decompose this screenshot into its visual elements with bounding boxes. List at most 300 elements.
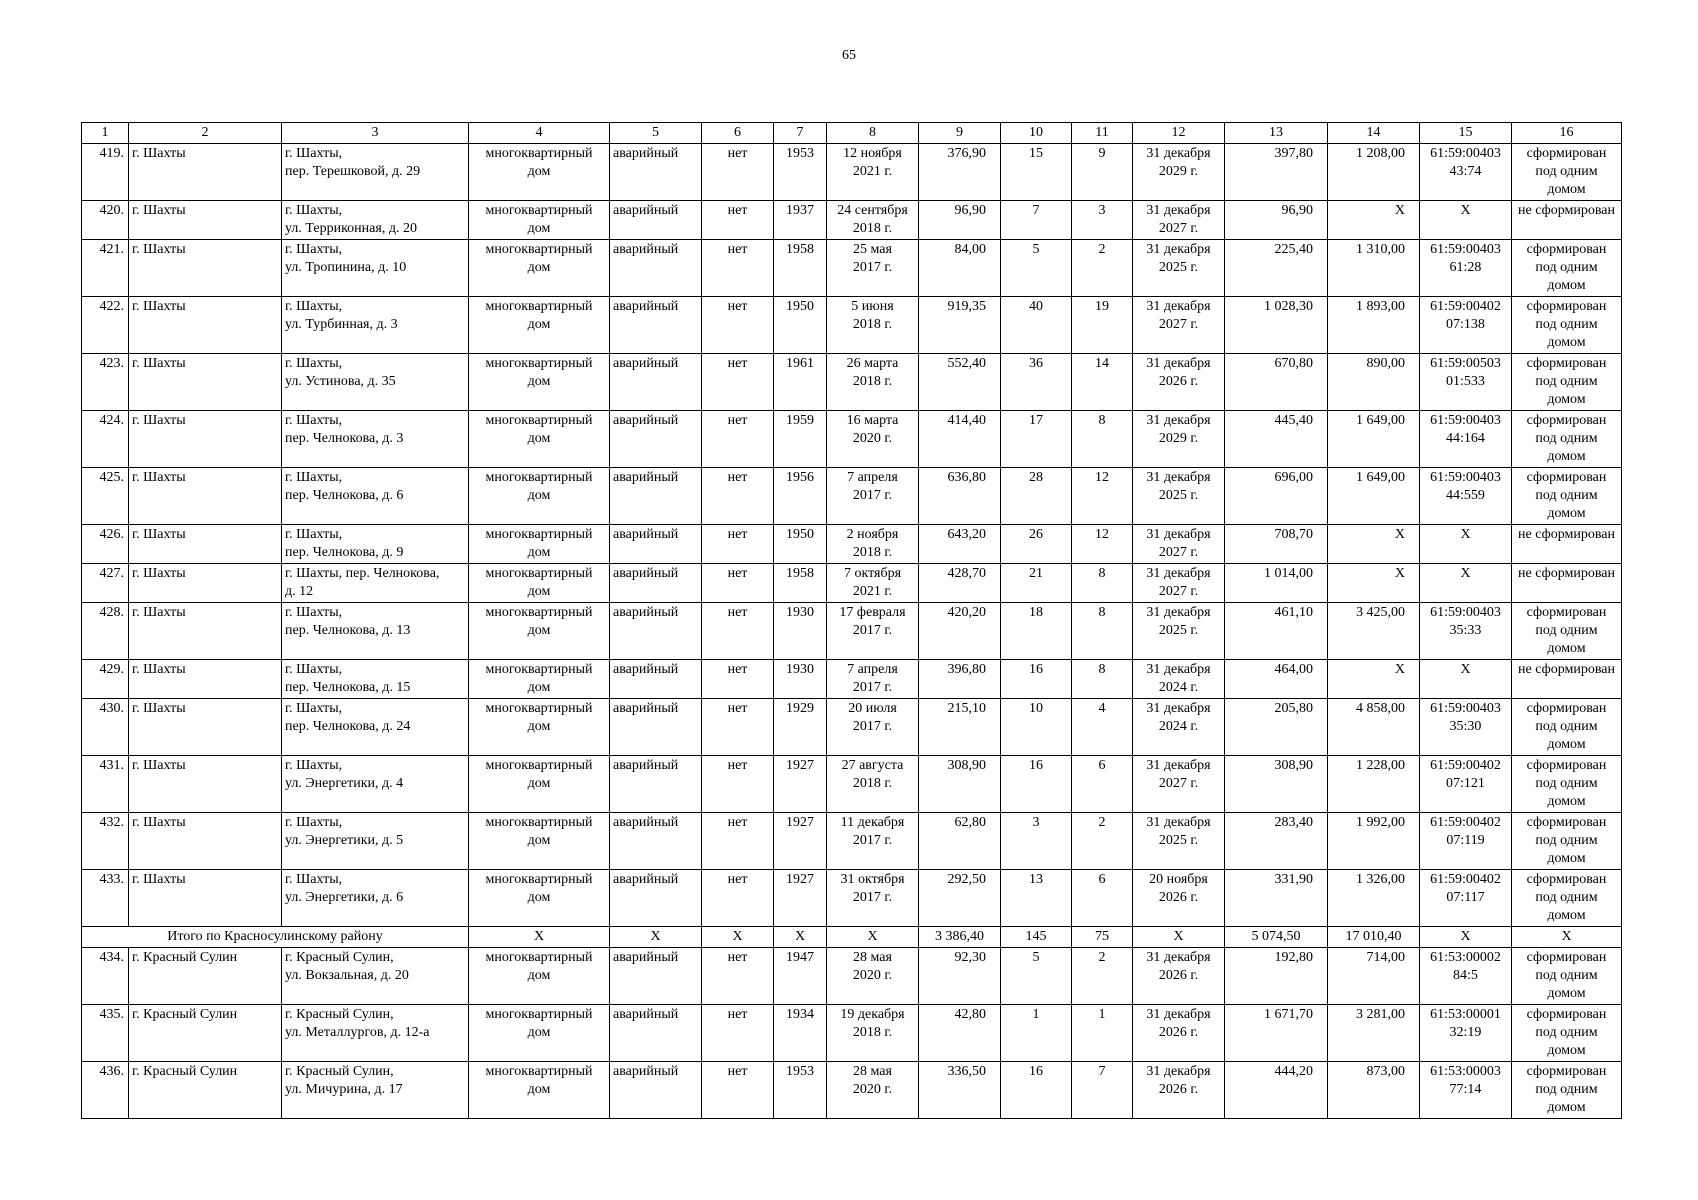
- area-value: 376,90: [947, 146, 986, 161]
- cadastral-number-cell: [1420, 297, 1512, 354]
- district-total-value: Х: [1420, 927, 1512, 948]
- municipality: г. Шахты: [132, 203, 186, 218]
- residents-count: 16: [1029, 1064, 1043, 1079]
- condition-status: аварийный: [613, 872, 679, 887]
- land-plot-status: домом: [1547, 506, 1586, 521]
- recognition-date: 2017 г.: [852, 488, 893, 503]
- recognition-date: 27 августа: [841, 758, 904, 773]
- row-number-cell: [82, 660, 129, 699]
- cadastral-number: 84:5: [1453, 968, 1478, 983]
- residents-count: 7: [1032, 203, 1040, 218]
- land-plot-status: домом: [1547, 335, 1586, 350]
- row-number: 419.: [99, 146, 124, 161]
- address: г. Шахты,: [285, 815, 343, 830]
- resettlement-deadline: 2027 г.: [1158, 317, 1199, 332]
- land-plot-status: домом: [1547, 851, 1586, 866]
- municipality: г. Шахты: [132, 605, 186, 620]
- resettlement-deadline-cell: [1133, 525, 1225, 564]
- resettlement-deadline: 2027 г.: [1158, 221, 1199, 236]
- district-total-value: 5 074,50: [1225, 927, 1328, 948]
- municipality: г. Шахты: [132, 527, 186, 542]
- table-row: [82, 564, 1622, 603]
- building-type: многоквартирный: [485, 413, 593, 428]
- address: ул. Энергетики, д. 6: [285, 890, 404, 905]
- building-type: многоквартирный: [485, 356, 593, 371]
- plot-value: 96,90: [1281, 203, 1313, 218]
- plot-value-cell: [1225, 411, 1328, 468]
- rooms-count: 6: [1098, 872, 1106, 887]
- condition-status-cell: [610, 699, 702, 756]
- building-type: дом: [527, 623, 551, 638]
- cadastral-number-cell: [1420, 525, 1512, 564]
- recognition-date-cell: [827, 201, 919, 240]
- build-year-cell: [774, 144, 827, 201]
- land-value: 1 228,00: [1356, 758, 1405, 773]
- building-type-cell: [469, 870, 610, 927]
- land-plot-status: домом: [1547, 986, 1586, 1001]
- column-number-header: 8: [827, 123, 919, 144]
- resettlement-deadline: 2027 г.: [1158, 776, 1199, 791]
- address-cell: [282, 660, 469, 699]
- resettlement-deadline-cell: [1133, 948, 1225, 1005]
- land-plot-status: домом: [1547, 737, 1586, 752]
- build-year: 1961: [786, 356, 814, 371]
- cadastral-number-cell: [1420, 1062, 1512, 1119]
- land-value: 1 326,00: [1356, 872, 1405, 887]
- column-number-header: 12: [1133, 123, 1225, 144]
- address-cell: [282, 1005, 469, 1062]
- plot-value-cell: [1225, 948, 1328, 1005]
- municipality-cell: [129, 1005, 282, 1062]
- cadastral-number: 35:33: [1449, 623, 1482, 638]
- cadastral-number-cell: [1420, 411, 1512, 468]
- recognition-date-cell: [827, 411, 919, 468]
- land-value: Х: [1394, 566, 1405, 581]
- flag-value: нет: [727, 662, 748, 677]
- resettlement-deadline-cell: [1133, 411, 1225, 468]
- flag-value-cell: [702, 240, 774, 297]
- resettlement-deadline-cell: [1133, 354, 1225, 411]
- land-plot-status: сформирован: [1526, 701, 1607, 716]
- residents-count-cell: [1001, 201, 1072, 240]
- building-type: многоквартирный: [485, 701, 593, 716]
- row-number: 424.: [99, 413, 124, 428]
- address-cell: [282, 699, 469, 756]
- rooms-count-cell: [1072, 660, 1133, 699]
- address-cell: [282, 870, 469, 927]
- building-type: дом: [527, 1025, 551, 1040]
- cadastral-number: 07:138: [1446, 317, 1485, 332]
- recognition-date: 31 октября: [840, 872, 905, 887]
- land-plot-status-cell: [1512, 564, 1622, 603]
- area-value: 308,90: [947, 758, 986, 773]
- rooms-count: 4: [1098, 701, 1106, 716]
- building-type: многоквартирный: [485, 146, 593, 161]
- land-plot-status: домом: [1547, 449, 1586, 464]
- district-total-value: Х: [610, 927, 702, 948]
- row-number: 425.: [99, 470, 124, 485]
- rooms-count-cell: [1072, 813, 1133, 870]
- row-number: 422.: [99, 299, 124, 314]
- cadastral-number: 44:164: [1446, 431, 1485, 446]
- resettlement-deadline: 31 декабря: [1146, 413, 1211, 428]
- recognition-date: 2020 г.: [852, 1082, 893, 1097]
- land-plot-status-cell: [1512, 603, 1622, 660]
- condition-status-cell: [610, 144, 702, 201]
- rooms-count: 12: [1095, 527, 1109, 542]
- column-number-header: 14: [1328, 123, 1420, 144]
- condition-status-cell: [610, 525, 702, 564]
- column-number-header: 5: [610, 123, 702, 144]
- area-value: 292,50: [947, 872, 986, 887]
- area-value: 92,30: [954, 950, 986, 965]
- recognition-date: 2018 г.: [852, 221, 893, 236]
- build-year-cell: [774, 297, 827, 354]
- area-value: 552,40: [947, 356, 986, 371]
- resettlement-deadline: 31 декабря: [1146, 758, 1211, 773]
- cadastral-number: 61:59:00403: [1430, 242, 1501, 257]
- column-number-header: 4: [469, 123, 610, 144]
- resettlement-deadline-cell: [1133, 699, 1225, 756]
- land-plot-status: домом: [1547, 392, 1586, 407]
- plot-value-cell: [1225, 201, 1328, 240]
- recognition-date-cell: [827, 603, 919, 660]
- area-value: 215,10: [947, 701, 986, 716]
- column-number-header: 16: [1512, 123, 1622, 144]
- building-type: дом: [527, 374, 551, 389]
- flag-value: нет: [727, 950, 748, 965]
- row-number-cell: [82, 813, 129, 870]
- resettlement-deadline: 2025 г.: [1158, 488, 1199, 503]
- flag-value: нет: [727, 1064, 748, 1079]
- condition-status-cell: [610, 1062, 702, 1119]
- residents-count-cell: [1001, 525, 1072, 564]
- building-type: многоквартирный: [485, 872, 593, 887]
- build-year: 1927: [786, 758, 814, 773]
- building-type: многоквартирный: [485, 950, 593, 965]
- district-total-value: 17 010,40: [1328, 927, 1420, 948]
- address: г. Красный Сулин,: [285, 950, 394, 965]
- land-plot-status: сформирован: [1526, 146, 1607, 161]
- resettlement-deadline: 31 декабря: [1146, 470, 1211, 485]
- address: г. Шахты,: [285, 662, 343, 677]
- land-value-cell: [1328, 411, 1420, 468]
- cadastral-number: 61:59:00403: [1430, 605, 1501, 620]
- row-number: 428.: [99, 605, 124, 620]
- building-type: многоквартирный: [485, 242, 593, 257]
- residents-count-cell: [1001, 660, 1072, 699]
- area-value-cell: [919, 870, 1001, 927]
- cadastral-number: 61:59:00503: [1430, 356, 1501, 371]
- build-year-cell: [774, 1062, 827, 1119]
- area-value: 84,00: [954, 242, 986, 257]
- resettlement-deadline-cell: [1133, 468, 1225, 525]
- recognition-date-cell: [827, 660, 919, 699]
- land-value-cell: [1328, 1005, 1420, 1062]
- table-row: [82, 948, 1622, 1005]
- recognition-date: 2017 г.: [852, 260, 893, 275]
- residents-count: 36: [1029, 356, 1043, 371]
- land-value-cell: [1328, 870, 1420, 927]
- cadastral-number-cell: [1420, 603, 1512, 660]
- land-plot-status: под одним: [1535, 374, 1598, 389]
- resettlement-deadline: 31 декабря: [1146, 203, 1211, 218]
- row-number: 429.: [99, 662, 124, 677]
- land-plot-status-cell: [1512, 144, 1622, 201]
- area-value-cell: [919, 813, 1001, 870]
- column-number-header: 1: [82, 123, 129, 144]
- building-type: дом: [527, 164, 551, 179]
- land-plot-status: под одним: [1535, 833, 1598, 848]
- row-number: 427.: [99, 566, 124, 581]
- recognition-date: 7 апреля: [847, 470, 898, 485]
- resettlement-deadline: 31 декабря: [1146, 566, 1211, 581]
- resettlement-deadline-cell: [1133, 756, 1225, 813]
- rooms-count: 1: [1098, 1007, 1106, 1022]
- municipality-cell: [129, 411, 282, 468]
- address: г. Шахты,: [285, 356, 343, 371]
- flag-value-cell: [702, 1062, 774, 1119]
- building-type: многоквартирный: [485, 203, 593, 218]
- flag-value: нет: [727, 815, 748, 830]
- cadastral-number: Х: [1460, 203, 1471, 218]
- build-year-cell: [774, 411, 827, 468]
- resettlement-deadline: 2026 г.: [1158, 374, 1199, 389]
- flag-value-cell: [702, 564, 774, 603]
- recognition-date: 2020 г.: [852, 968, 893, 983]
- row-number-cell: [82, 699, 129, 756]
- flag-value-cell: [702, 870, 774, 927]
- plot-value-cell: [1225, 564, 1328, 603]
- resettlement-deadline: 31 декабря: [1146, 701, 1211, 716]
- table-row: [82, 411, 1622, 468]
- plot-value: 461,10: [1274, 605, 1313, 620]
- condition-status: аварийный: [613, 701, 679, 716]
- row-number-cell: [82, 603, 129, 660]
- recognition-date: 2 ноября: [846, 527, 899, 542]
- address: пер. Челнокова, д. 3: [285, 431, 404, 446]
- table-body: [82, 123, 1622, 1119]
- land-value: Х: [1394, 527, 1405, 542]
- municipality: г. Шахты: [132, 146, 186, 161]
- flag-value-cell: [702, 813, 774, 870]
- table-row: [82, 1062, 1622, 1119]
- land-value-cell: [1328, 201, 1420, 240]
- build-year-cell: [774, 354, 827, 411]
- building-type-cell: [469, 1005, 610, 1062]
- land-plot-status-cell: [1512, 699, 1622, 756]
- building-type: дом: [527, 545, 551, 560]
- recognition-date-cell: [827, 297, 919, 354]
- resettlement-deadline: 2025 г.: [1158, 260, 1199, 275]
- condition-status: аварийный: [613, 662, 679, 677]
- condition-status: аварийный: [613, 356, 679, 371]
- address-cell: [282, 468, 469, 525]
- area-value: 62,80: [954, 815, 986, 830]
- address: г. Шахты,: [285, 701, 343, 716]
- address: ул. Терриконная, д. 20: [285, 221, 417, 236]
- row-number: 423.: [99, 356, 124, 371]
- land-plot-status-cell: [1512, 525, 1622, 564]
- condition-status: аварийный: [613, 242, 679, 257]
- build-year-cell: [774, 756, 827, 813]
- land-plot-status: не сформирован: [1518, 662, 1615, 677]
- building-type-cell: [469, 468, 610, 525]
- cadastral-number: 07:121: [1446, 776, 1485, 791]
- plot-value-cell: [1225, 1062, 1328, 1119]
- address: г. Шахты,: [285, 203, 343, 218]
- flag-value: нет: [727, 203, 748, 218]
- rooms-count-cell: [1072, 756, 1133, 813]
- land-plot-status-cell: [1512, 354, 1622, 411]
- rooms-count: 19: [1095, 299, 1109, 314]
- land-value-cell: [1328, 144, 1420, 201]
- plot-value-cell: [1225, 240, 1328, 297]
- district-total-label: Итого по Красносулинскому району: [82, 927, 469, 948]
- rooms-count-cell: [1072, 144, 1133, 201]
- address-cell: [282, 948, 469, 1005]
- address: ул. Металлургов, д. 12-а: [285, 1025, 430, 1040]
- land-plot-status-cell: [1512, 756, 1622, 813]
- municipality: г. Шахты: [132, 815, 186, 830]
- address-cell: [282, 525, 469, 564]
- district-total-value: Х: [1512, 927, 1622, 948]
- land-plot-status: сформирован: [1526, 356, 1607, 371]
- cadastral-number-cell: [1420, 699, 1512, 756]
- land-value: 890,00: [1366, 356, 1405, 371]
- cadastral-number: 44:559: [1446, 488, 1485, 503]
- land-value: 1 310,00: [1356, 242, 1405, 257]
- row-number-cell: [82, 525, 129, 564]
- resettlement-deadline-cell: [1133, 201, 1225, 240]
- municipality-cell: [129, 354, 282, 411]
- land-value-cell: [1328, 564, 1420, 603]
- row-number-cell: [82, 297, 129, 354]
- land-plot-status: сформирован: [1526, 242, 1607, 257]
- cadastral-number: 61:53:00001: [1430, 1007, 1501, 1022]
- build-year-cell: [774, 699, 827, 756]
- build-year: 1956: [786, 470, 814, 485]
- building-type-cell: [469, 525, 610, 564]
- land-plot-status-cell: [1512, 411, 1622, 468]
- resettlement-deadline: 2024 г.: [1158, 719, 1199, 734]
- recognition-date-cell: [827, 1005, 919, 1062]
- column-number-header: 7: [774, 123, 827, 144]
- row-number: 431.: [99, 758, 124, 773]
- residents-count: 40: [1029, 299, 1043, 314]
- address: ул. Вокзальная, д. 20: [285, 968, 409, 983]
- building-type: многоквартирный: [485, 566, 593, 581]
- column-number-header: 9: [919, 123, 1001, 144]
- cadastral-number: 61:59:00402: [1430, 299, 1501, 314]
- building-type-cell: [469, 603, 610, 660]
- recognition-date: 2017 г.: [852, 719, 893, 734]
- cadastral-number: 35:30: [1449, 719, 1482, 734]
- recognition-date: 2018 г.: [852, 1025, 893, 1040]
- flag-value-cell: [702, 411, 774, 468]
- building-type: дом: [527, 833, 551, 848]
- district-total-value: Х: [827, 927, 919, 948]
- resettlement-deadline: 31 декабря: [1146, 1007, 1211, 1022]
- address: г. Красный Сулин,: [285, 1064, 394, 1079]
- district-total-value: Х: [774, 927, 827, 948]
- build-year: 1934: [786, 1007, 814, 1022]
- build-year: 1959: [786, 413, 814, 428]
- area-value: 96,90: [954, 203, 986, 218]
- area-value: 42,80: [954, 1007, 986, 1022]
- land-plot-status-cell: [1512, 813, 1622, 870]
- row-number-cell: [82, 468, 129, 525]
- condition-status-cell: [610, 603, 702, 660]
- cadastral-number: Х: [1460, 566, 1471, 581]
- municipality: г. Шахты: [132, 413, 186, 428]
- build-year-cell: [774, 1005, 827, 1062]
- row-number-cell: [82, 1062, 129, 1119]
- cadastral-number: 32:19: [1449, 1025, 1482, 1040]
- building-type: дом: [527, 260, 551, 275]
- plot-value: 331,90: [1274, 872, 1313, 887]
- land-plot-status: домом: [1547, 908, 1586, 923]
- plot-value: 708,70: [1274, 527, 1313, 542]
- build-year: 1947: [786, 950, 814, 965]
- land-plot-status-cell: [1512, 948, 1622, 1005]
- building-type-cell: [469, 201, 610, 240]
- building-type: многоквартирный: [485, 299, 593, 314]
- land-plot-status: сформирован: [1526, 872, 1607, 887]
- district-total-value: Х: [1133, 927, 1225, 948]
- residents-count-cell: [1001, 354, 1072, 411]
- recognition-date: 2017 г.: [852, 890, 893, 905]
- building-type-cell: [469, 813, 610, 870]
- land-value: 1 649,00: [1356, 470, 1405, 485]
- residents-count-cell: [1001, 756, 1072, 813]
- flag-value-cell: [702, 1005, 774, 1062]
- area-value: 643,20: [947, 527, 986, 542]
- plot-value: 696,00: [1274, 470, 1313, 485]
- building-type-cell: [469, 564, 610, 603]
- land-plot-status: не сформирован: [1518, 566, 1615, 581]
- cadastral-number: 61:59:00403: [1430, 470, 1501, 485]
- area-value-cell: [919, 1005, 1001, 1062]
- plot-value: 1 014,00: [1264, 566, 1313, 581]
- page-number: 65: [842, 48, 856, 63]
- flag-value: нет: [727, 470, 748, 485]
- land-plot-status: домом: [1547, 278, 1586, 293]
- area-value-cell: [919, 468, 1001, 525]
- resettlement-deadline: 2027 г.: [1158, 584, 1199, 599]
- condition-status-cell: [610, 870, 702, 927]
- address-cell: [282, 411, 469, 468]
- rooms-count: 12: [1095, 470, 1109, 485]
- building-type-cell: [469, 948, 610, 1005]
- resettlement-deadline: 2029 г.: [1158, 431, 1199, 446]
- district-total-value: 75: [1072, 927, 1133, 948]
- municipality: г. Шахты: [132, 242, 186, 257]
- row-number-cell: [82, 948, 129, 1005]
- residents-count-cell: [1001, 813, 1072, 870]
- area-value: 428,70: [947, 566, 986, 581]
- land-plot-status: под одним: [1535, 164, 1598, 179]
- building-type-cell: [469, 1062, 610, 1119]
- municipality-cell: [129, 660, 282, 699]
- condition-status: аварийный: [613, 203, 679, 218]
- rooms-count: 2: [1098, 815, 1106, 830]
- row-number-cell: [82, 411, 129, 468]
- recognition-date: 17 февраля: [839, 605, 906, 620]
- land-plot-status: сформирован: [1526, 758, 1607, 773]
- plot-value-cell: [1225, 468, 1328, 525]
- resettlement-deadline: 2025 г.: [1158, 623, 1199, 638]
